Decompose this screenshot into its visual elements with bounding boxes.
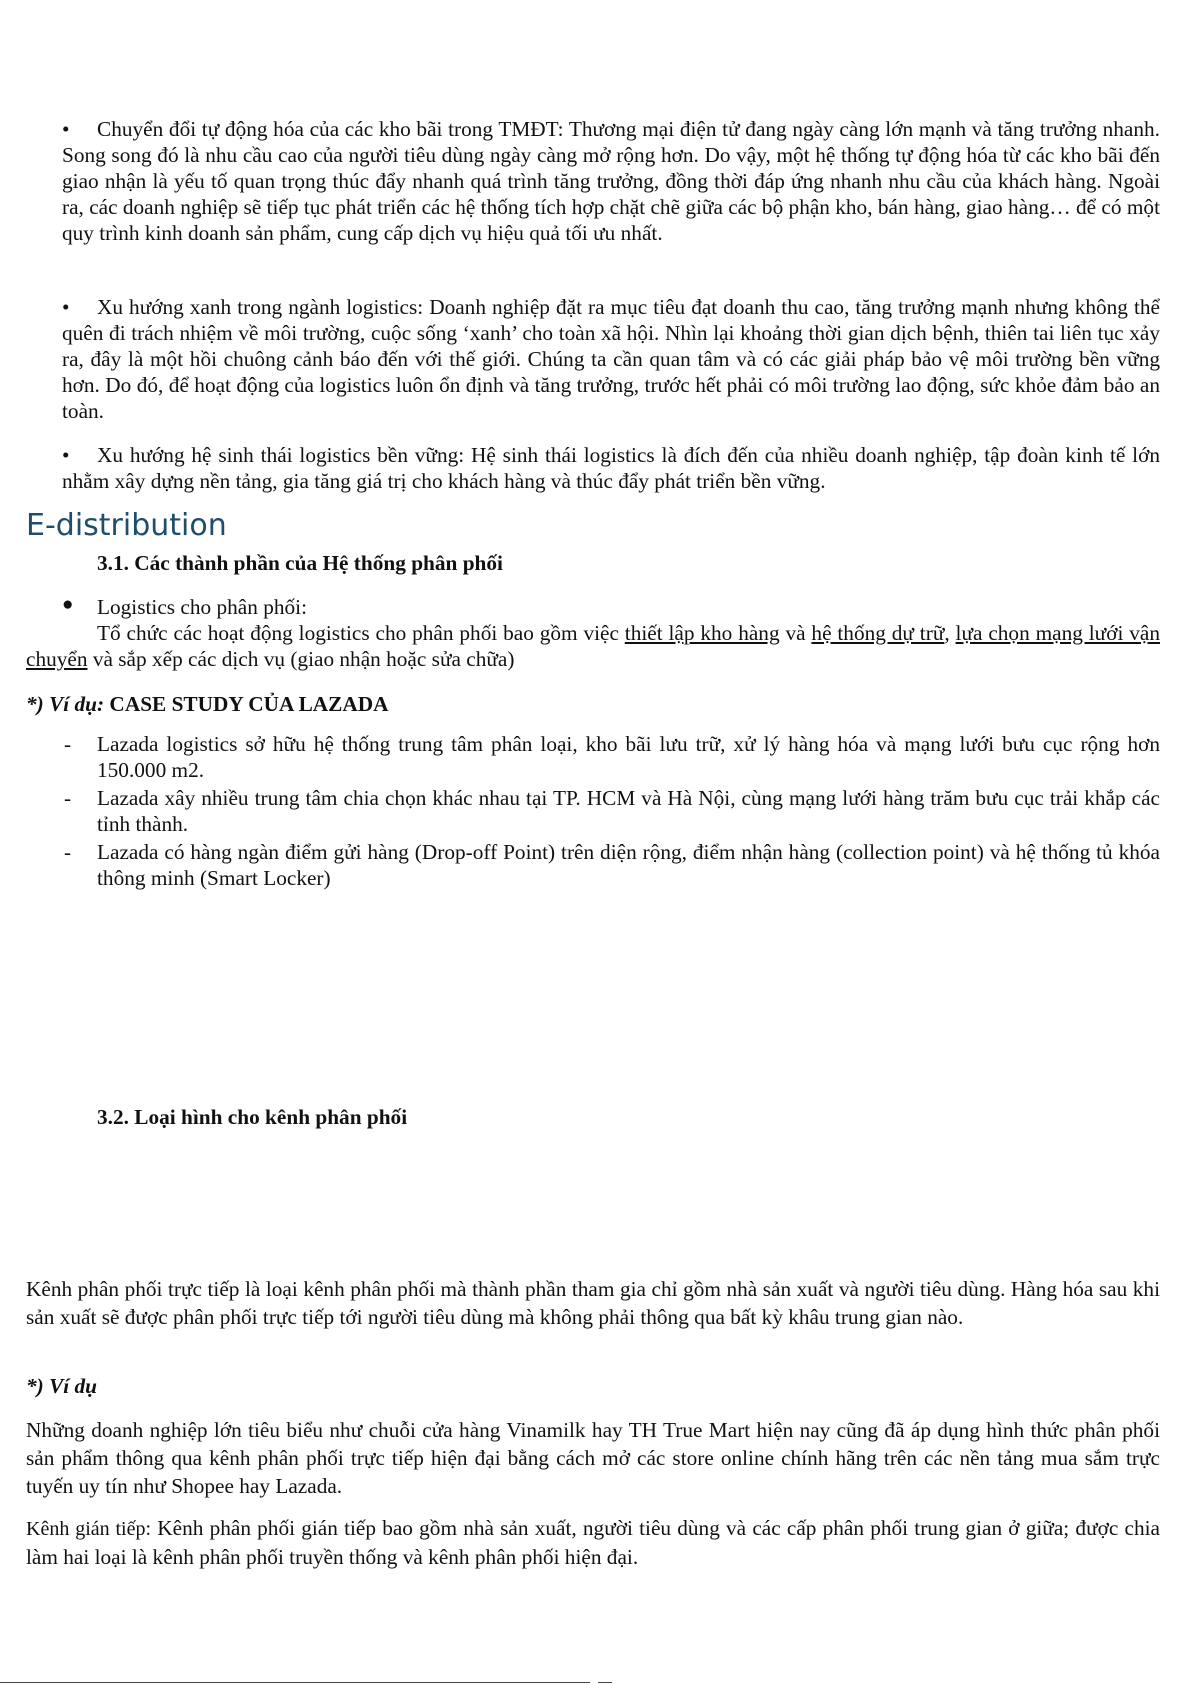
footer-rule xyxy=(0,1682,590,1683)
indirect-text: Kênh phân phối gián tiếp bao gồm nhà sản xuất, người tiêu dùng và các cấp phân phối trung gian ở giữa; được chia làm hai loại là kênh phân phối truyền thống và kênh phân phối hiện đại. xyxy=(26,1516,1160,1569)
link-inventory: hệ thống dự trữ xyxy=(811,621,945,645)
section-32-title: 3.2. Loại hình cho kênh phân phối xyxy=(97,1105,408,1129)
lazada-item: Lazada logistics sở hữu hệ thống trung tâm phân loại, kho bãi lưu trữ, xử lý hàng hóa và mạng lưới bưu cục rộng hơn 150.000 m2. xyxy=(97,732,1160,782)
lazada-item: Lazada xây nhiều trung tâm chia chọn khác nhau tại TP. HCM và Hà Nội, cùng mạng lưới hàng trăm bưu cục trải khắp các tỉnh thành. xyxy=(97,786,1160,836)
logistics-bullet: Logistics cho phân phối: xyxy=(97,595,307,619)
direct-channel-text: Kênh phân phối trực tiếp là loại kênh phân phối mà thành phần tham gia chỉ gồm nhà sản xuất và người tiêu dùng. Hàng hóa sau khi sản xuất sẽ được phân phối trực tiếp tới người tiêu dùng mà không phải thông qua bất kỳ khâu trung gian nào. xyxy=(26,1277,1160,1329)
lazada-item: Lazada có hàng ngàn điểm gửi hàng (Drop-off Point) trên diện rộng, điểm nhận hàng (collection point) và hệ thống tủ khóa thông minh (Smart Locker) xyxy=(97,840,1160,890)
example-text: Những doanh nghiệp lớn tiêu biểu như chuỗi cửa hàng Vinamilk hay TH True Mart hiện nay cũng đã áp dụng hình thức phân phối sản phẩm thông qua kênh phân phối trực tiếp hiện đại bằng cách mở các store online chính hãng trên các nền tảng mua sắm trực tuyến uy tín như Shopee hay Lazada. xyxy=(26,1418,1160,1498)
indirect-channel xyxy=(26,1514,1160,1571)
desc-comma: , xyxy=(944,621,956,645)
link-transport-network: lựa chọn mạng lưới vận chuyển xyxy=(26,621,1161,671)
dash-marker: - xyxy=(64,786,72,810)
desc-text-start: Tổ chức các hoạt động logistics cho phân phối bao gồm việc xyxy=(97,621,625,645)
trend-automation: • Chuyển đổi tự động hóa của các kho bãi trong TMĐT: Thương mại điện tử đang ngày càng lớn mạnh và tăng trưởng nhanh. Song song đó là nhu cầu cao của người tiêu dùng ngày càng mở rộng hơn. Do vậy, một hệ thống tự động hóa từ các kho bãi đến giao nhận là yếu tố quan trọng thúc đẩy nhanh quá trình tăng trưởng, đồng thời đáp ứng nhanh nhu cầu của khách hàng. Ngoài ra, các doanh nghiệp sẽ tiếp tục phát triển các hệ thống tích hợp chặt chẽ giữa các bộ phận kho, bán hàng, giao hàng… để có một quy trình kinh doanh sản phẩm, cung cấp dịch vụ hiệu quả tối ưu nhất. xyxy=(62,116,1160,246)
trend-green: • Xu hướng xanh trong ngành logistics: Doanh nghiệp đặt ra mục tiêu đạt doanh thu cao, tăng trưởng mạnh nhưng không thể quên đi trách nhiệm về môi trường, cuộc sống ‘xanh’ cho toàn xã hội. Nhìn lại khoảng thời gian dịch bệnh, thiên tai liên tục xảy ra, đây là một hồi chuông cảnh báo đến với thế giới. Chúng ta cần quan tâm và có các giải pháp bảo vệ môi trường bền vững hơn. Do đó, để hoạt động của logistics luôn ổn định và tăng trưởng, trước hết phải có môi trường lao động, sức khỏe đảm bảo an toàn. xyxy=(62,294,1160,424)
example-label: *) Ví dụ: xyxy=(26,692,105,716)
section-heading: E-distribution xyxy=(26,508,227,543)
section-31-title: 3.1. Các thành phần của Hệ thống phân phối xyxy=(97,551,503,575)
dash-marker: - xyxy=(64,732,72,756)
link-warehouse: thiết lập kho hàng xyxy=(624,621,780,645)
example-title: CASE STUDY CỦA LAZADA xyxy=(104,692,389,716)
desc-text-end: và sắp xếp các dịch vụ (giao nhận hoặc sửa chữa) xyxy=(87,647,515,671)
dash-marker: - xyxy=(64,840,72,864)
lazada-example-heading xyxy=(26,691,389,717)
logistics-description xyxy=(26,620,1160,672)
example-label-2: *) Ví dụ xyxy=(26,1374,98,1398)
bullet-dot: ● xyxy=(62,594,74,615)
desc-and: và xyxy=(779,621,812,645)
footer-rule-segment xyxy=(598,1682,612,1683)
trend-ecosystem: • Xu hướng hệ sinh thái logistics bền vững: Hệ sinh thái logistics là đích đến của nhiều doanh nghiệp, tập đoàn kinh tế lớn nhằm xây dựng nền tảng, gia tăng giá trị cho khách hàng và thúc đẩy phát triển bền vững. xyxy=(62,442,1160,494)
indirect-label: Kênh gián tiếp: xyxy=(26,1518,152,1540)
